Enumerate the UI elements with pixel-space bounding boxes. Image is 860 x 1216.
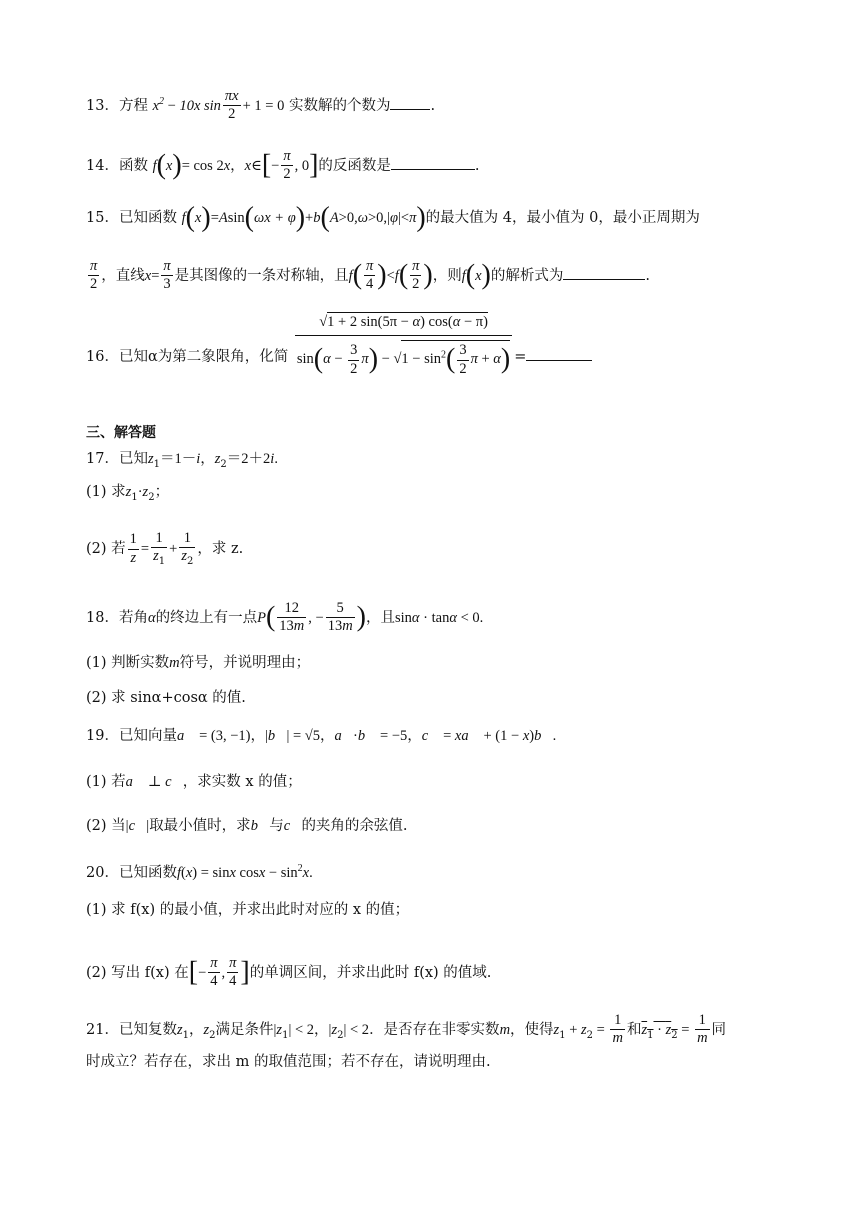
answer-blank[interactable]: [526, 348, 592, 361]
question-17-part-1: (1) 求$z_1\cdot z_2$；: [86, 484, 170, 503]
q15-text-5: ，则: [432, 267, 462, 284]
q15-text-6: 的解析式为: [490, 267, 564, 284]
q21-text-5: 和: [626, 1021, 642, 1038]
q13-end: .: [430, 97, 436, 114]
q15-text-3: ，直线: [101, 267, 145, 284]
q19-number: 19．: [86, 728, 119, 744]
question-13: 13．方程 $x^2 - 10x$ sin $\frac{\pi x}{2}$ + 1 = 0 实数解的个数为 .: [86, 88, 436, 123]
question-18-part-2: [86, 691, 246, 706]
q19-part-2-text-3: 与: [269, 818, 284, 834]
question-17: 17．已知$z_1=1-i$，$z_2=2+2i$.: [86, 451, 278, 470]
q19-text: 已知向量: [118, 728, 177, 744]
q13-text: 方程: [118, 97, 148, 114]
q19-part-2-text: (2) 当: [86, 818, 126, 834]
q18-part-1-text: (1) 判断实数: [86, 655, 170, 671]
q18-part-1-end: 符号，并说明理由；: [179, 655, 311, 671]
section-heading: 三、解答题: [86, 425, 156, 441]
q16-expression: √1 + 2 sin(5π − α) cos(α − π) sin(α − $\frac{3}{2}$ $\pi) - √1 - \sin^2$( $\frac{3}{2}$ π + α): [296, 314, 511, 377]
q13-fraction: $\frac{\pi x}{2}$: [224, 88, 239, 123]
question-20-part-2: (2) 写出 f(x) 在[− $\frac{\pi}{4}$ , $\frac{\pi}{4}$ ]的单调区间，并求出此时 f(x) 的值域.: [86, 955, 492, 990]
q20-number: 20．: [86, 864, 119, 881]
q21-line-2-text: 时成立？若存在，求出 m 的取值范围；若不存在，请说明理由.: [86, 1054, 491, 1070]
q21-text-3: ．是否存在非零实数: [369, 1021, 500, 1038]
q18-part-2-text: (2) 求 sinα+cosα 的值.: [86, 690, 246, 706]
q18-number: 18．: [86, 609, 119, 626]
question-19-part-1: (1) 若a⃗ ⊥ c⃗，求实数 x 的值；: [86, 774, 302, 790]
q15-end: .: [645, 267, 650, 284]
q15-text-4: 是其图像的一条对称轴，且: [174, 267, 349, 284]
q19-part-2-text-2: 取最小值时，求: [149, 818, 251, 834]
q14-number: 14．: [86, 157, 119, 174]
answer-blank[interactable]: [391, 157, 475, 170]
question-14: 14．函数 f(x)= cos 2x，x∈[− $\frac{\pi}{2}$ , 0]的反函数是 .: [86, 148, 480, 183]
q17-part-1-end: ；: [154, 484, 170, 500]
question-21: 21．已知复数$z_1$，$z_2$满足条件$|z_1| < 2$，$|z_2| < 2$．是否存在非零实数m，使得$z_1 + z_2$ = $\frac{1}{m}$ 和$z_1 \cdot z_2$ = $\frac{1}{m}$ 同: [86, 1012, 727, 1047]
q21-text-6: 同: [711, 1021, 727, 1038]
q17-part-2-end: ，求 z.: [197, 541, 244, 558]
q21-number: 21．: [86, 1021, 119, 1038]
question-19: 19．已知向量a⃗ = (3, −1)，|b⃗| = √5，a⃗·b⃗ = −5，c⃗ = xa⃗ + (1 − x)b⃗.: [86, 728, 557, 744]
q21-text: 已知复数: [118, 1021, 177, 1038]
q18-text-3: ，且: [366, 609, 395, 626]
q19-part-1-text: (1) 若: [86, 774, 126, 790]
q20-part-2-end: 的单调区间，并求出此时 f(x) 的值域.: [249, 964, 492, 981]
q15-number: 15．: [86, 210, 119, 227]
question-21-line-2: [86, 1055, 491, 1070]
answer-blank[interactable]: [563, 267, 645, 280]
q17-number: 17．: [86, 451, 119, 467]
question-15-line-2: $\frac{\pi}{2}$ ，直线x= $\frac{\pi}{3}$ 是其图像的一条对称轴，且f( $\frac{\pi}{4}$ )<f( $\frac{\pi}{2}$ )，则f(x)的解析式为 .: [90, 258, 650, 293]
q16-equals: =: [514, 349, 527, 366]
question-19-part-2: (2) 当|c⃗|取最小值时，求b⃗与c⃗的夹角的余弦值.: [86, 818, 408, 834]
q20-part-2-text: (2) 写出 f(x) 在: [86, 964, 189, 981]
question-16: [86, 314, 592, 378]
q20-text: 已知函数: [118, 864, 177, 881]
q16-number: 16．: [86, 349, 119, 366]
q17-part-1-text: (1) 求: [86, 484, 126, 500]
q21-text-2: 满足条件: [215, 1021, 274, 1038]
question-18: 18．若角α的终边上有一点P( $\frac{12}{13m}$ , − $\frac{5}{13m}$ )，且sinα · tanα < 0.: [86, 600, 484, 635]
q14-end: .: [474, 157, 480, 174]
answer-blank[interactable]: [390, 97, 430, 110]
question-17-part-2: (2) 若 $\frac{1}{z}$ = $\frac{1}{z_1}$ + $\frac{1}{z_2}$ ，求 z.: [86, 530, 244, 568]
q13-number: 13．: [86, 97, 119, 114]
q20-part-1-text: (1) 求 f(x) 的最小值，并求出此时对应的 x 的值；: [86, 902, 410, 918]
q17-part-2-text: (2) 若: [86, 541, 126, 558]
q13-equation: $x^2 - 10x$ sin: [152, 96, 221, 114]
q13-text-2: 实数解的个数为: [288, 97, 391, 114]
q21-text-4: ，使得: [510, 1021, 554, 1038]
question-20: 20．已知函数f(x) = sinx $\cos x - \sin^2x$.: [86, 863, 313, 881]
q19-part-2-end: 的夹角的余弦值.: [301, 818, 408, 834]
q17-text: 已知: [118, 451, 148, 467]
q18-text-2: 的终边上有一点: [155, 609, 258, 626]
q18-text: 若角: [118, 609, 148, 626]
q19-part-1-end: ，求实数 x 的值；: [182, 774, 302, 790]
question-18-part-1: (1) 判断实数m符号，并说明理由；: [86, 655, 311, 671]
q15-text-2: 的最大值为 4，最小值为 0，最小正周期为: [425, 210, 700, 227]
q14-text-2: 的反函数是: [318, 157, 391, 174]
q14-function: f: [152, 157, 157, 174]
question-20-part-1: [86, 903, 409, 918]
q15-text: 已知函数: [118, 210, 177, 227]
question-15: 15．已知函数 f(x)=Asin(ωx + φ)+b(A>0,ω>0,|φ|<π)的最大值为 4，最小值为 0，最小正周期为: [86, 202, 700, 233]
q14-text: 函数: [118, 157, 148, 174]
q16-text: 已知α为第二象限角，化简: [118, 349, 289, 366]
